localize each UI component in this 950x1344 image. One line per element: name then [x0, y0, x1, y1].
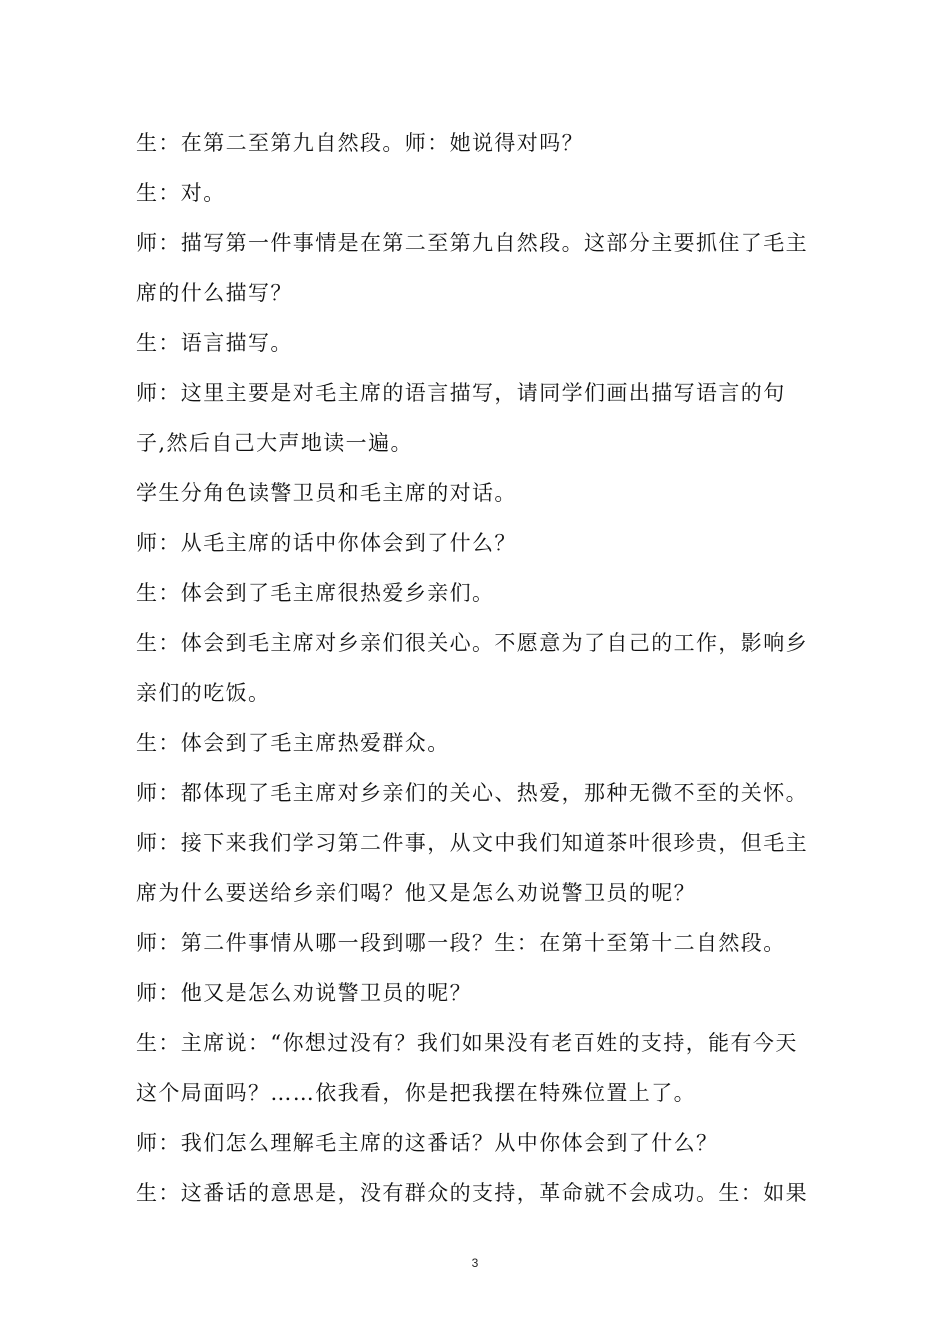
paragraph-1: 生：在第二至第九自然段。师：她说得对吗？	[136, 131, 584, 155]
document-body	[136, 118, 816, 1218]
paragraph-4: 生：语言描写。	[136, 331, 293, 355]
paragraph-14: 师：他又是怎么劝说警卫员的呢？	[136, 981, 472, 1005]
paragraph-11: 师：都体现了毛主席对乡亲们的关心、热爱，那种无微不至的关怀。	[136, 781, 808, 805]
paragraph-8: 生：体会到了毛主席很热爱乡亲们。	[136, 581, 495, 605]
paragraph-15: 生：主席说：“你想过没有？我们如果没有老百姓的支持，能有今天这个局面吗？……依我看，你是把我摆在特殊位置上了。	[136, 1031, 798, 1105]
page-number: 3	[471, 1256, 479, 1270]
paragraph-9: 生：体会到毛主席对乡亲们很关心。不愿意为了自己的工作，影响乡亲们的吃饭。	[136, 631, 808, 705]
paragraph-10: 生：体会到了毛主席热爱群众。	[136, 731, 450, 755]
paragraph-7: 师：从毛主席的话中你体会到了什么？	[136, 531, 517, 555]
paragraph-5: 师：这里主要是对毛主席的语言描写，请同学们画出描写语言的句子,然后自己大声地读一遍。	[136, 381, 786, 455]
paragraph-3: 师：描写第一件事情是在第二至第九自然段。这部分主要抓住了毛主席的什么描写？	[136, 231, 808, 305]
paragraph-16: 师：我们怎么理解毛主席的这番话？从中你体会到了什么？	[136, 1131, 719, 1155]
paragraph-17: 生：这番话的意思是，没有群众的支持，革命就不会成功。生：如果	[136, 1181, 808, 1205]
paragraph-2: 生：对。	[136, 181, 226, 205]
paragraph-6: 学生分角色读警卫员和毛主席的对话。	[136, 481, 517, 505]
paragraph-13: 师：第二件事情从哪一段到哪一段？生：在第十至第十二自然段。	[136, 931, 786, 955]
paragraph-12: 师：接下来我们学习第二件事，从文中我们知道茶叶很珍贵，但毛主席为什么要送给乡亲们喝？他又是怎么劝说警卫员的呢？	[136, 831, 808, 905]
